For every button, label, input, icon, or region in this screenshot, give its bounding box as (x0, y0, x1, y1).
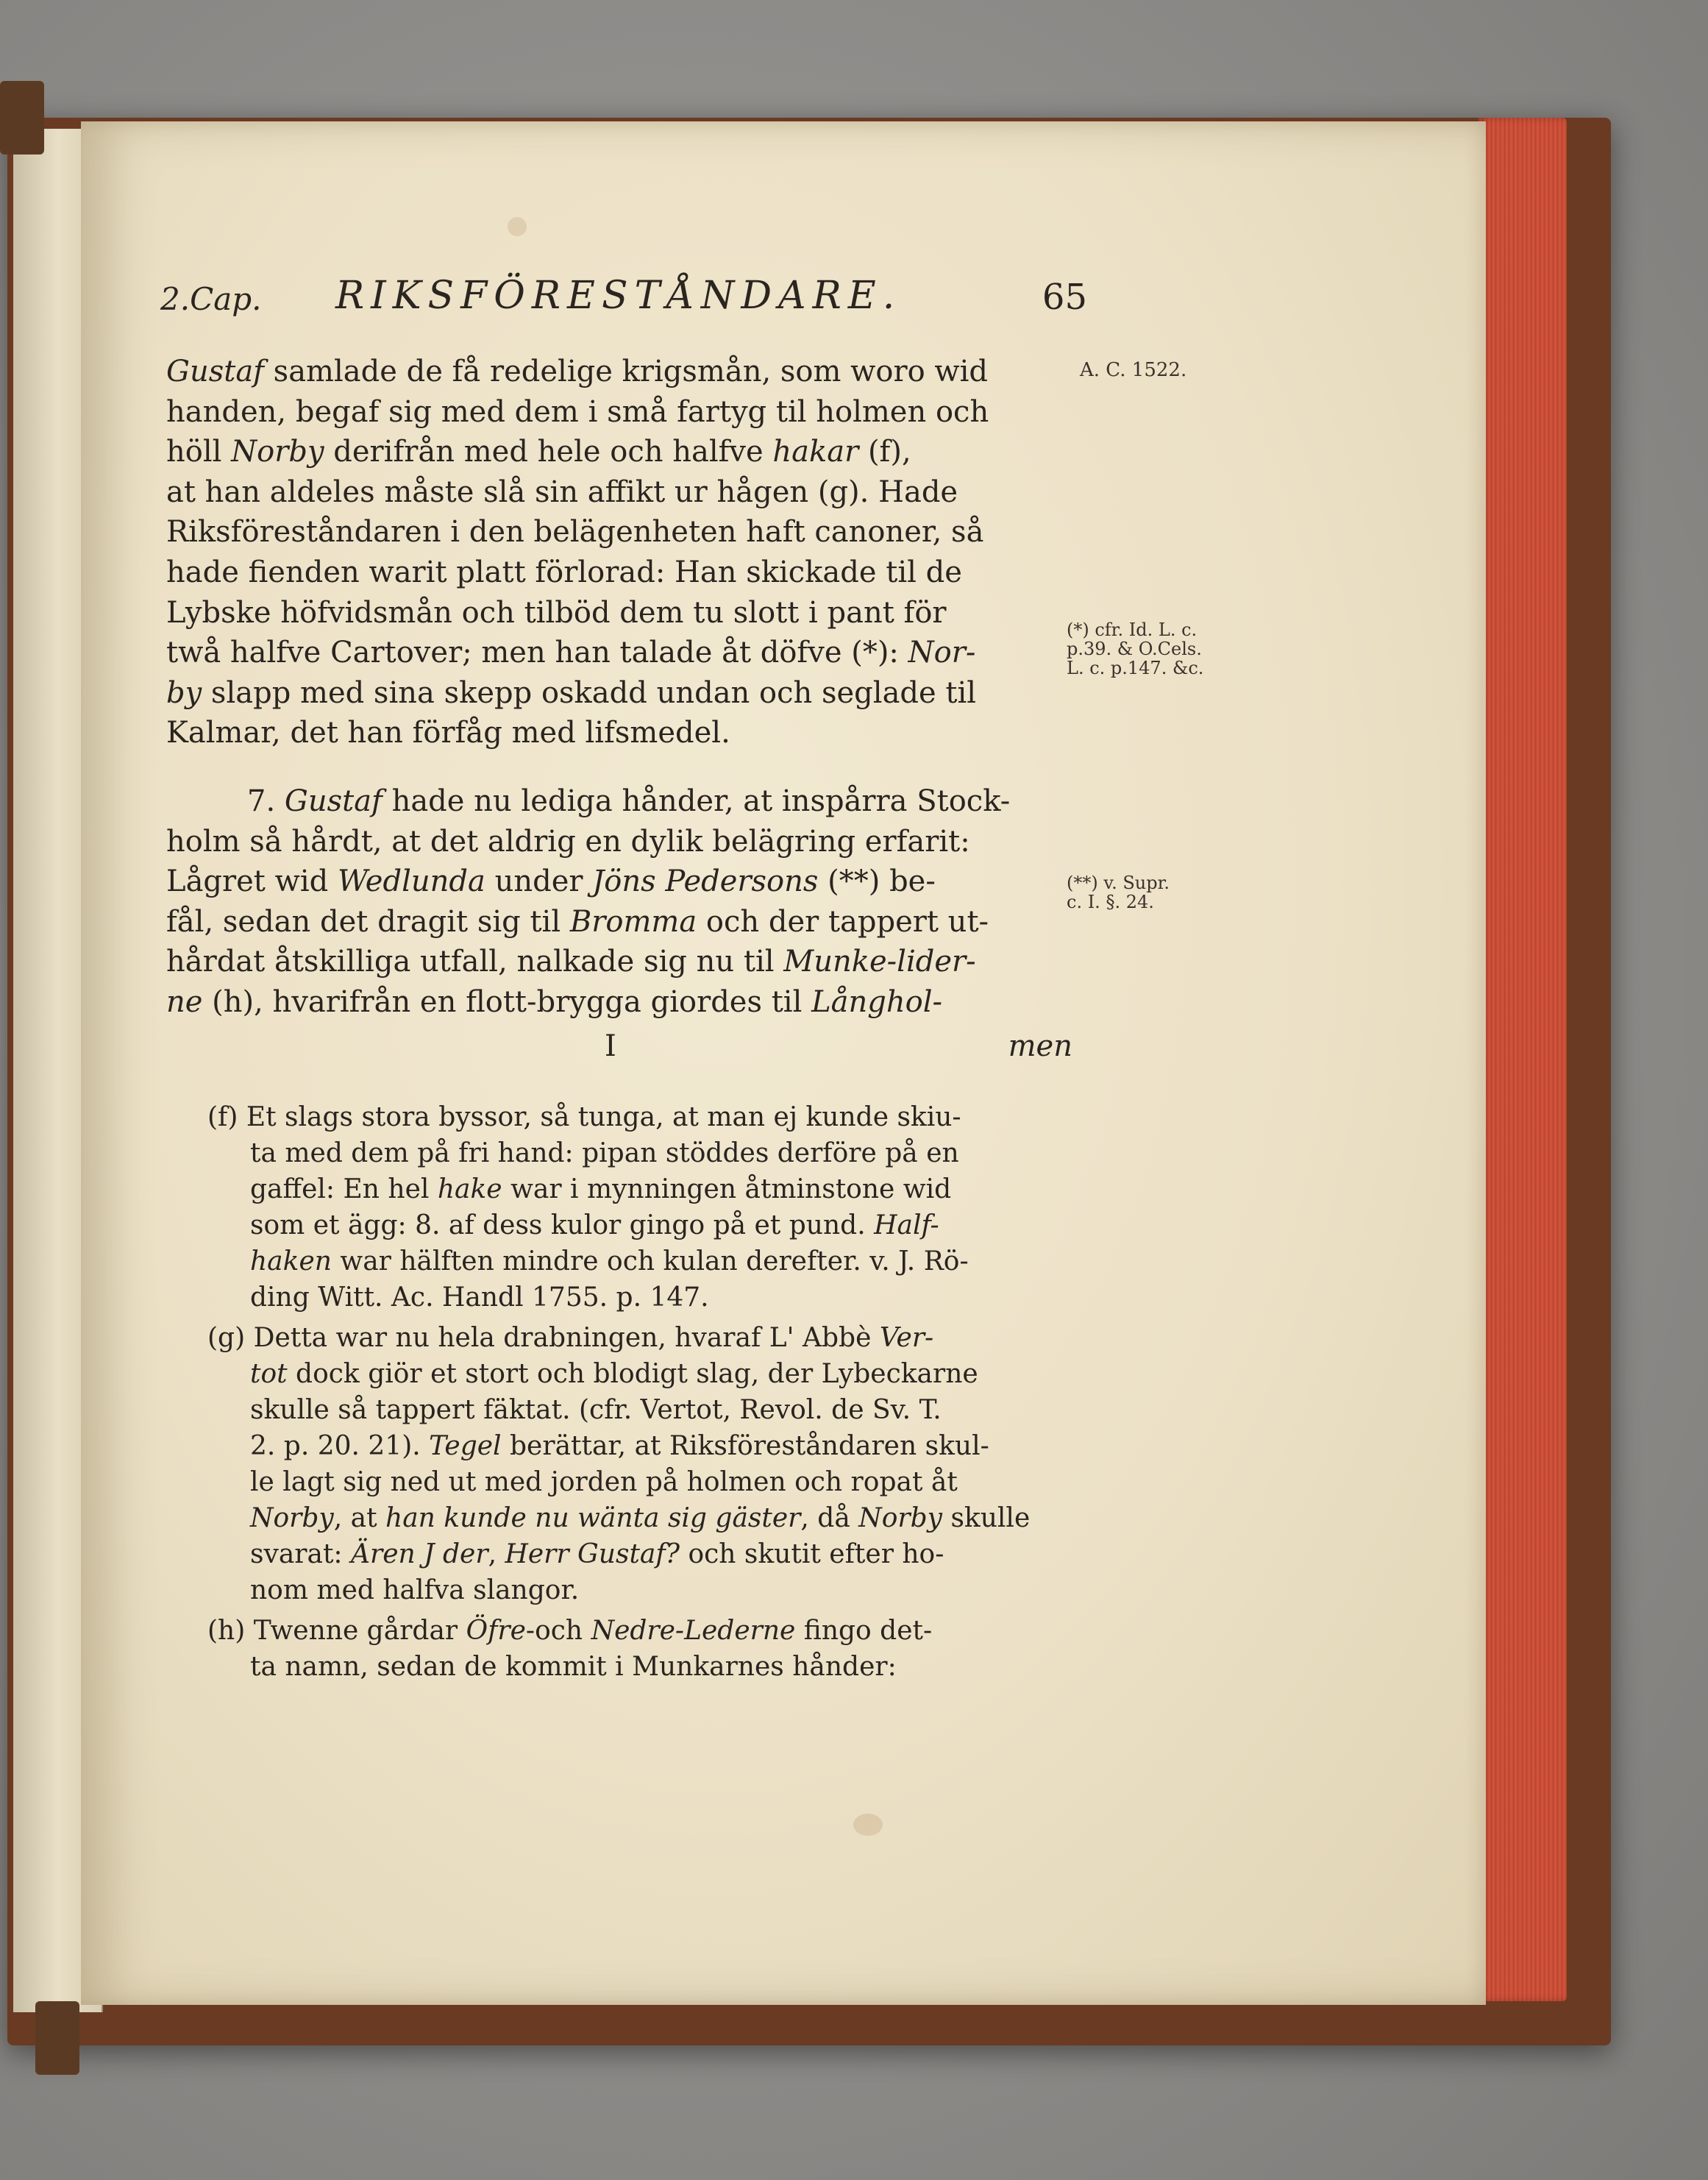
text-line: twå halfve Cartover; men han talade åt döfve (*): Nor- (166, 636, 976, 670)
text-line: by slapp med sina skepp oskadd undan och seglade til (166, 675, 977, 710)
catchword: men (1008, 1029, 1072, 1063)
page-stain (853, 1814, 883, 1836)
running-title: RIKSFÖRESTÅNDARE. (335, 274, 902, 318)
text-line: Riksföreståndaren i den belägenheten haft canoner, så (166, 515, 984, 550)
text-line: ne (h), hvarifrån en flott-brygga giordes til Långhol- (166, 984, 943, 1019)
signature-line (166, 1029, 1072, 1071)
text-line: Lybske höfvidsmån och tilböd dem tu slott i pant för (166, 595, 947, 630)
margin-note-1: (*) cfr. Id. L. c. p.39. & O.Cels. L. c. p.147. &c. (1067, 619, 1204, 678)
footnote-f: (f) Et slags stora byssor, så tunga, at man ej kunde skiu- ta med dem på fri hand: pipan stöddes derföre på en gaffel: En hel hake war i mynningen åtminstone wid som et ägg: 8. af dess kulor gingo på et pund. Half- haken war hälften mindre och kulan derefter. v. J. Rö- ding Witt. Ac. Handl 1755. p. 147. (207, 1102, 969, 1313)
text-line: höll Norby derifrån med hele och halfve hakar (f), (166, 435, 911, 469)
text-line: holm så hårdt, at det aldrig en dylik belägring erfarit: (166, 824, 970, 859)
text-line: Gustaf samlade de få redelige krigsmån, som woro wid (166, 355, 989, 388)
text-line: Lågret wid Wedlunda under Jöns Pedersons (**) be- (166, 864, 936, 899)
signature-mark: I (605, 1029, 616, 1063)
text-line: handen, begaf sig med dem i små fartyg til holmen och (166, 394, 989, 429)
chapter-label: 2.Cap. (160, 281, 262, 317)
text-line: 7. Gustaf hade nu lediga hånder, at inspårra Stock- (247, 784, 1011, 818)
red-page-edges (1479, 118, 1567, 2001)
text-line: at han aldeles måste slå sin affikt ur hågen (g). Hade (166, 475, 958, 509)
main-text (166, 352, 1072, 1023)
text-line: hade fienden warit platt förlorad: Han skickade til de (166, 555, 962, 589)
running-head (160, 274, 1087, 325)
footnote-g: (g) Detta war nu hela drabningen, hvaraf L' Abbè Ver- tot dock giör et stort och blodigt slag, der Lybeckarne skulle så tappert fäktat. (cfr. Vertot, Revol. de Sv. T. 2. p. 20. 21). Tegel berättar, at Riksföreståndaren skul- le lagt sig ned ut med jorden på holmen och ropat åt Norby, at han kunde nu wänta sig gäster, då Norby skulle svarat: Ären J der, Herr Gustaf? och skutit efter ho- nom med halfva slangor. (207, 1323, 1031, 1605)
margin-note-2: (**) v. Supr. c. I. §. 24. (1067, 873, 1170, 912)
page-number: 65 (1042, 277, 1087, 318)
page-stain (508, 217, 527, 236)
spine-tab-top (0, 81, 44, 155)
spine-tab-bottom (35, 2001, 79, 2075)
margin-year: A. C. 1522. (1080, 359, 1187, 381)
text-line: fål, sedan det dragit sig til Bromma och der tappert ut- (166, 904, 989, 939)
footnote-h: (h) Twenne gårdar Öfre-och Nedre-Lederne fingo det- ta namn, sedan de kommit i Munkarnes hånder: (207, 1616, 933, 1682)
text-line: hårdat åtskilliga utfall, nalkade sig nu til Munke-lider- (166, 945, 976, 979)
footnotes (207, 1099, 1072, 1685)
text-line: Kalmar, det han förfåg med lifsmedel. (166, 716, 730, 750)
